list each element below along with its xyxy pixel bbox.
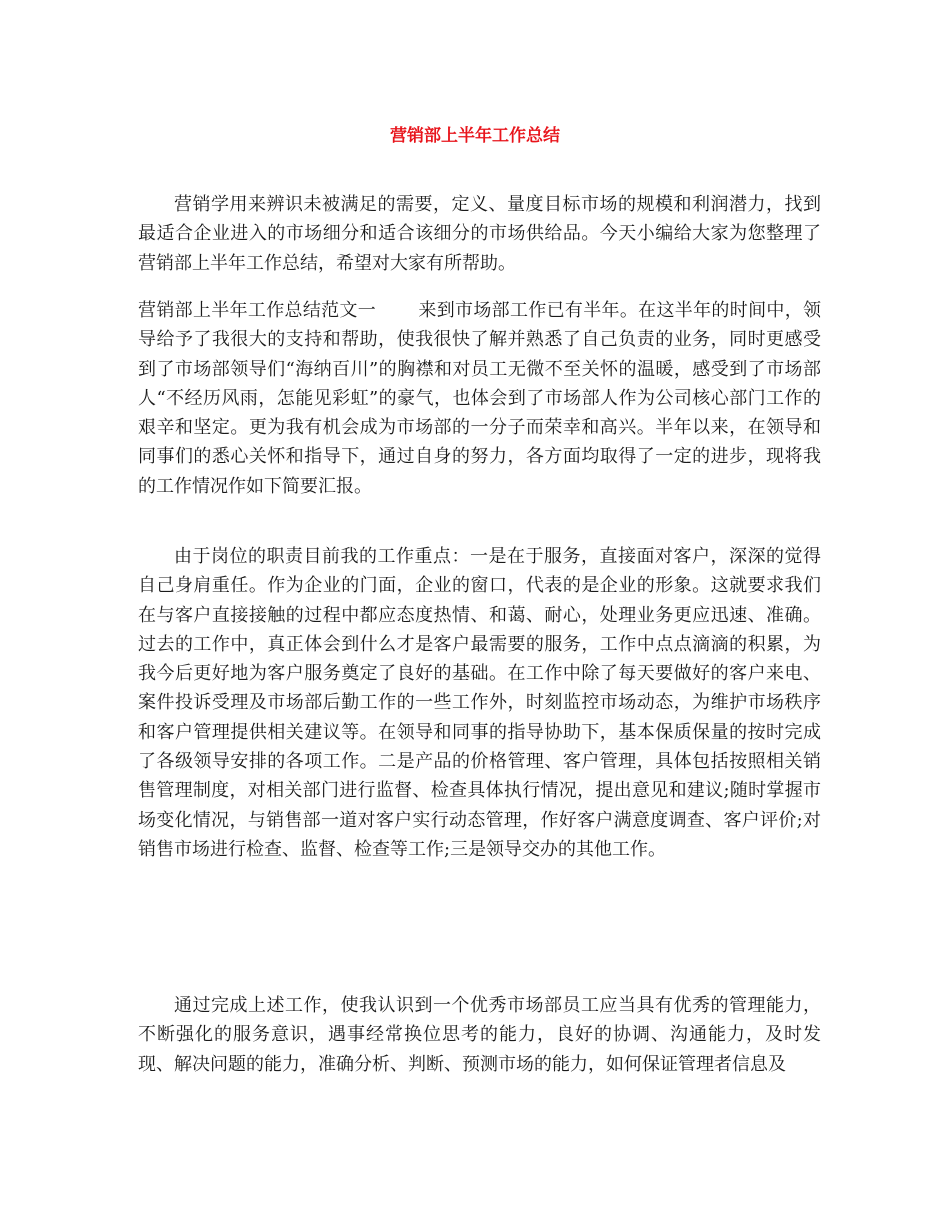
sample-one-heading: 营销部上半年工作总结范文一 [138,300,377,321]
sample-one-body: 来到市场部工作已有半年。在这半年的时间中，领导给予了我很大的支持和帮助，使我很快了解并熟悉了自己负责的业务，同时更感受到了市场部领导们“海纳百川”的胸襟和对员工无微不至关怀的温暖，感受到了市场部人“不经历风雨，怎能见彩虹”的豪气，也体会到了市场部人作为公司核心部门工作的艰辛和坚定。更为我有机会成为市场部的一分子而荣幸和高兴。半年以来，在领导和同事们的悉心关怀和指导下，通过自身的努力，各方面均取得了一定的进步，现将我的工作情况作如下简要汇报。 [138,300,822,497]
sample-one-paragraph [138,296,821,501]
duty-paragraph: 由于岗位的职责目前我的工作重点：一是在于服务，直接面对客户，深深的觉得自己身肩重任。作为企业的门面，企业的窗口，代表的是企业的形象。这就要求我们在与客户直接接触的过程中都应态度热情、和蔼、耐心，处理业务更应迅速、准确。过去的工作中，真正体会到什么才是客户最需要的服务，工作中点点滴滴的积累，为我今后更好地为客户服务奠定了良好的基础。在工作中除了每天要做好的客户来电、案件投诉受理及市场部后勤工作的一些工作外，时刻监控市场动态，为维护市场秩序和客户管理提供相关建议等。在领导和同事的指导协助下，基本保质保量的按时完成了各级领导安排的各项工作。二是产品的价格管理、客户管理，具体包括按照相关销售管理制度，对相关部门进行监督、检查具体执行情况，提出意见和建议;随时掌握市场变化情况，与销售部一道对客户实行动态管理，作好客户满意度调查、客户评价;对销售市场进行检查、监督、检查等工作;三是领导交办的其他工作。 [138,546,821,860]
ability-paragraph: 通过完成上述工作，使我认识到一个优秀市场部员工应当具有优秀的管理能力，不断强化的服务意识，遇事经常换位思考的能力，良好的协调、沟通能力，及时发现、解决问题的能力，准确分析、判断、预测市场的能力，如何保证管理者信息及 [138,995,821,1075]
intro-paragraph: 营销学用来辨识未被满足的需要，定义、量度目标市场的规模和利润潜力，找到最适合企业进入的市场细分和适合该细分的市场供给品。今天小编给大家为您整理了营销部上半年工作总结，希望对大家有所帮助。 [138,194,821,274]
document-title: 营销部上半年工作总结 [390,126,560,146]
